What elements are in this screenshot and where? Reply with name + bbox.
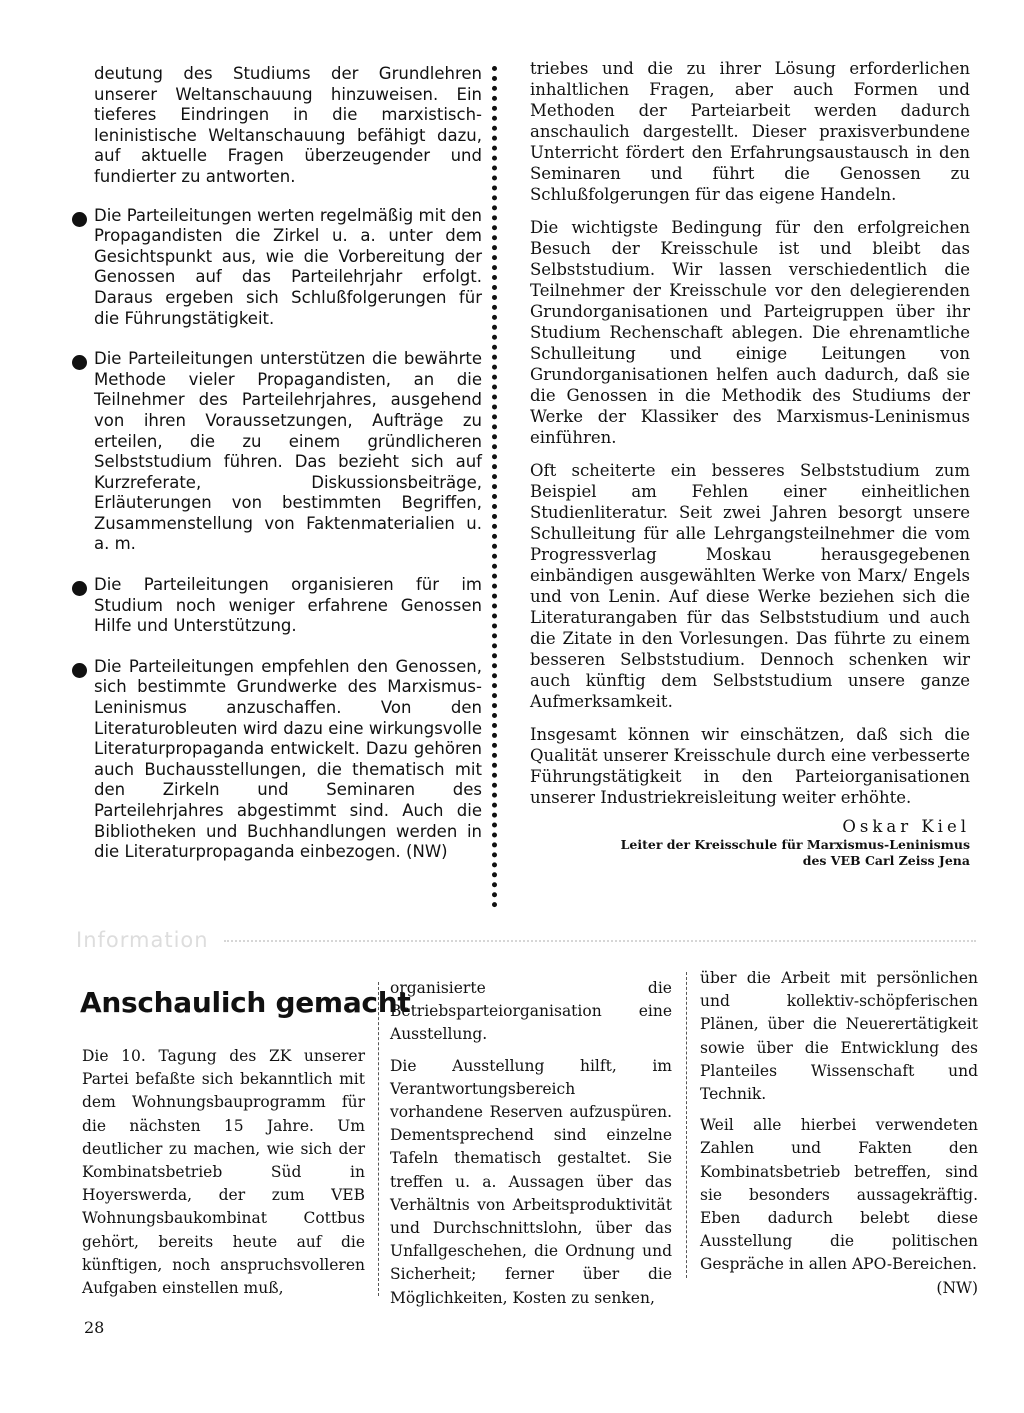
bullet-dot-icon xyxy=(72,663,87,678)
bullet-text: Die Parteileitungen werten regelmäßig mit den Propagandisten die Zirkel u. a. unter dem Gesichtspunkt aus, wie die Vorbereitung der Genossen auf das Parteilehrjahr erfolgt. Daraus ergeben sich Schlußfolgerungen für die Führungstätigkeit. xyxy=(94,205,482,328)
article-paragraph: Die Ausstellung hilft, im Verantwortungsbereich vorhandene Reserven aufzuspüren. Dementsprechend sind einzelne Tafeln thematisch gestaltet. Sie treffen u. a. Aussagen über das Verhältnis von Arbeitsproduktivität und Durchschnittslohn, über das Unfallgeschehen, die Ordnung und Sicherheit; ferner über die Möglichkeiten, Kosten zu senken, xyxy=(390,1056,672,1307)
article-paragraph: Weil alle hierbei verwendeten Zahlen und Fakten den Kombinatsbetrieb betreffen, sind sie besonders aussagekräftig. Eben dadurch belebt diese Ausstellung die politischen Gespräche in allen APO-Bereichen. xyxy=(700,1116,978,1274)
information-rule xyxy=(224,940,976,942)
intro-paragraph: deutung des Studiums der Grundlehren unserer Weltanschauung hinzuweisen. Ein tieferes Eindringen in die marxistisch-leninistische Weltanschauung befähigt dazu, auf aktuelle Fragen überzeugender und fundierter zu antworten. xyxy=(94,64,482,186)
column-divider xyxy=(492,66,497,908)
information-label: Information xyxy=(76,928,209,952)
article-paragraph: Die 10. Tagung des ZK unserer Partei befaßte sich bekanntlich mit dem Wohnungsbauprogramm für die nächsten 15 Jahre. Um deutlicher zu machen, wie sich der Kombinatsbetrieb Süd in Hoyerswerda, der zum VEB Wohnungsbaukombinat Cottbus gehört, bereits heute auf die künftigen, noch anspruchsvolleren Aufgaben einstellen muß, xyxy=(82,1047,365,1298)
article-divider xyxy=(686,972,687,1278)
bullet-dot-icon xyxy=(72,581,87,596)
right-paragraph: Oft scheiterte ein besseres Selbststudium zum Beispiel am Fehlen einer einheitlichen Studienliteratur. Seit zwei Jahren besorgt unsere Schulleitung für alle Lehrgangsteilnehmer die vom Progressverlag Moskau herausgegebenen einbändigen ausgewählten Werke von Marx/ Engels und von Lenin. Auf diese Werke beziehen sich die Literaturangaben für das Selbststudium und auch die Zitate in den Vorlesungen. Das führte zu einem besseren Selbststudium. Dennoch schenken wir auch künftig dem Selbststudium unsere ganze Aufmerksamkeit. xyxy=(530,461,970,711)
bullet-text: Die Parteileitungen empfehlen den Genossen, sich bestimmte Grundwerke des Marxismus-Leninismus anzuschaffen. Von den Literaturobleuten wird dazu eine wirkungsvolle Literaturpropaganda entwickelt. Dazu gehören auch Buchausstellungen, die thematisch mit den Zirkeln und Seminaren des Parteilehrjahres abgestimmt sind. Auch die Bibliotheken und Buchhandlungen werden in die Literaturpropaganda einbezogen. (NW) xyxy=(94,656,482,862)
bullet-dot-icon xyxy=(72,212,87,227)
right-paragraph: triebes und die zu ihrer Lösung erforderlichen inhaltlichen Fragen, aber auch Formen und Methoden der Parteiarbeit werden dadurch anschaulich dargestellt. Dieser praxisverbundene Unterricht fördert den Erfahrungsaustausch in den Seminaren und führt die Genossen zu Schlußfolgerungen für das eigene Handeln. xyxy=(530,59,970,204)
bullet-dot-icon xyxy=(72,355,87,370)
right-column xyxy=(530,58,970,869)
author-initials: (NW) xyxy=(936,1278,978,1297)
article-column-3 xyxy=(700,967,978,1300)
article-headline: Anschaulich gemacht xyxy=(80,986,411,1019)
bullet-item xyxy=(76,657,482,863)
bullet-text: Die Parteileitungen unterstützen die bewährte Methode vieler Propagandisten, an die Teilnehmer des Parteilehrjahres, ausgehend von ihren Voraussetzungen, Aufträge zu erteilen, die zu einem gründlicheren Selbststudium führen. Das bezieht sich auf Kurzreferate, Diskussionsbeiträge, Erläuterungen von bestimmten Begriffen, Zusammenstellung von Faktenmaterialien u. a. m. xyxy=(94,349,482,554)
article-paragraph: über die Arbeit mit persönlichen und kollektiv-schöpferischen Plänen, über die Neuerertätigkeit sowie über die Entwicklung des Planteiles Wissenschaft und Technik. xyxy=(700,969,978,1104)
article-paragraph: organisierte die Betriebsparteiorganisation eine Ausstellung. xyxy=(390,979,672,1044)
right-paragraph: Insgesamt können wir einschätzen, daß sich die Qualität unserer Kreisschule durch eine verbesserte Führungstätigkeit in den Parteiorganisationen unserer Industriekreisleitung weiter erhöhte. xyxy=(530,725,970,807)
right-paragraph: Die wichtigste Bedingung für den erfolgreichen Besuch der Kreisschule ist und bleibt das Selbststudium. Wir lassen verschiedentlich die Teilnehmer der Kreisschule vor den delegierenden Grundorganisationen und Parteigruppen über ihr Studium Rechenschaft ablegen. Die ehrenamtliche Schulleitung und einige Leitungen von Grundorganisationen helfen auch dadurch, daß sie die Genossen in die Methodik des Studiums der Werke der Klassiker des Marxismus-Leninismus einführen. xyxy=(530,218,970,447)
left-column xyxy=(76,64,482,883)
bullet-text: Die Parteileitungen organisieren für im Studium noch weniger erfahrene Genossen Hilfe und Unterstützung. xyxy=(94,575,482,636)
signature-name: Oskar Kiel xyxy=(842,817,970,836)
signature-role: Leiter der Kreisschule für Marxismus-Leninismus xyxy=(620,837,970,852)
signature-role: des VEB Carl Zeiss Jena xyxy=(802,853,970,868)
article-column-1 xyxy=(82,1045,365,1300)
article-column-2 xyxy=(390,977,672,1310)
page-number: 28 xyxy=(84,1318,105,1337)
bullet-item xyxy=(76,575,482,637)
bullet-item xyxy=(76,349,482,555)
article-divider xyxy=(378,982,379,1296)
information-separator xyxy=(76,928,976,950)
bullet-item xyxy=(76,206,482,330)
